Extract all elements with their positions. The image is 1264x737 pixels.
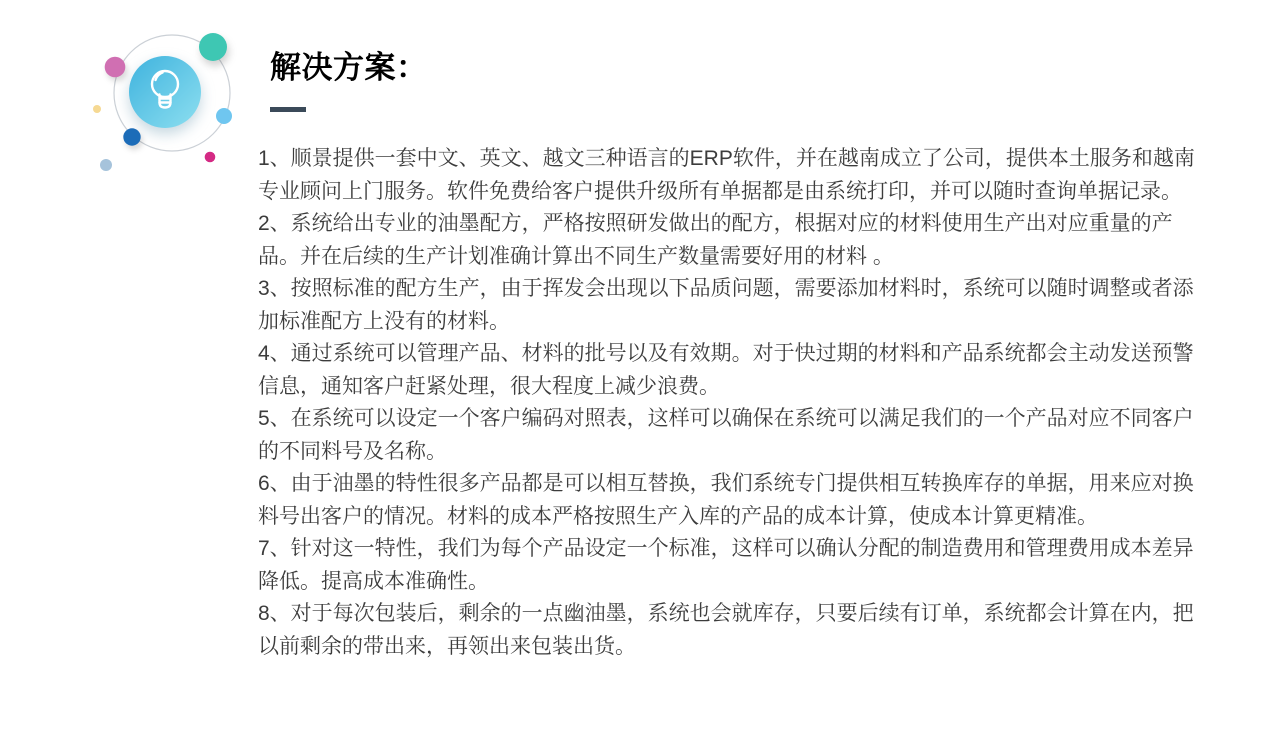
solution-item-1: 1、顺景提供一套中文、英文、越文三种语言的ERP软件，并在越南成立了公司，提供本土服务和越南专业顾问上门服务。软件免费给客户提供升级所有单据都是由系统打印，并可以随时查询单据记录。 — [258, 147, 1195, 203]
solution-list — [258, 143, 1203, 663]
solution-item-6: 6、由于油墨的特性很多产品都是可以相互替换，我们系统专门提供相互转换库存的单据，用来应对换料号出客户的情况。材料的成本严格按照生产入库的产品的成本计算，使成本计算更精准。 — [258, 472, 1194, 528]
dot-pale-blue — [100, 159, 112, 171]
dot-teal — [199, 33, 227, 61]
solution-item-5: 5、在系统可以设定一个客户编码对照表，这样可以确保在系统可以满足我们的一个产品对应不同客户的不同料号及名称。 — [258, 407, 1194, 463]
dot-sky-blue — [216, 108, 232, 124]
dot-yellow — [93, 105, 101, 113]
lightbulb-icon — [78, 13, 253, 188]
bulb-circle-background — [129, 56, 201, 128]
solution-item-4: 4、通过系统可以管理产品、材料的批号以及有效期。对于快过期的材料和产品系统都会主动发送预警信息，通知客户赶紧处理，很大程度上减少浪费。 — [258, 342, 1194, 398]
dot-dark-blue — [123, 128, 140, 145]
solution-item-8: 8、对于每次包装后，剩余的一点幽油墨，系统也会就库存，只要后续有订单，系统都会计算在内，把以前剩余的带出来，再领出来包装出货。 — [258, 602, 1194, 658]
page-title: 解决方案： — [270, 50, 428, 85]
dot-magenta — [205, 152, 216, 163]
dot-pink — [105, 57, 126, 78]
solution-item-3: 3、按照标准的配方生产，由于挥发会出现以下品质问题，需要添加材料时，系统可以随时调整或者添加标准配方上没有的材料。 — [258, 277, 1194, 333]
title-underline — [270, 107, 306, 112]
solution-item-7: 7、针对这一特性，我们为每个产品设定一个标准，这样可以确认分配的制造费用和管理费用成本差异降低。提高成本准确性。 — [258, 537, 1194, 593]
solution-item-2: 2、系统给出专业的油墨配方，严格按照研发做出的配方，根据对应的材料使用生产出对应重量的产品。并在后续的生产计划准确计算出不同生产数量需要好用的材料 。 — [258, 212, 1173, 268]
